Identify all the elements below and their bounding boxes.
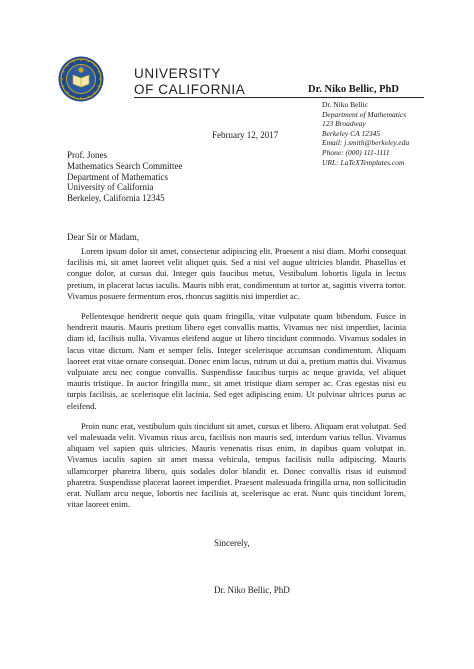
contact-url: URL: LaTeXTemplates.com [322,157,405,167]
contact-phone: Phone: (000) 111-1111 [322,147,390,157]
contact-email: Email: j.smith@berkeley.edu [322,138,410,148]
recipient-line: Prof. Jones [67,150,107,160]
sender-name: Dr. Niko Bellic, PhD [308,84,399,95]
sender-contact-block [322,100,409,167]
recipient-address [67,150,182,204]
letter-date: February 12, 2017 [212,130,279,140]
body-paragraph: Lorem ipsum dolor sit amet, consectetur adipiscing elit. Praesent a nisi diam. Morbi consequat facilisis mi, sit amet laoreet velit aliquet quis. Sed a nisi vel augue ultricies blandit. Phasellus et congue dolor, at cursus dui. Integer quis faucibus metus, Vestibulum lobortis ligula in lectus pretium, in placerat lacus iaculis. Mauris nibh erat, condimentum at tortor at, sagittis viverra tortor. Vivamus posuere fermentum eros, rhoncus sagittis nisi imperdiet ac. [67,246,406,301]
closing: Sincerely, [214,538,250,548]
contact-name: Dr. Niko Bellic [322,100,369,109]
letterhead-rule [134,97,424,98]
contact-city: Berkeley CA 12345 [322,128,381,138]
recipient-line: University of California [67,182,154,193]
contact-street: 123 Broadway [322,119,366,129]
body-paragraph: Proin nunc erat, vestibulum quis tincidunt sit amet, cursus et libero. Aliquam erat volutpat. Sed vel malesuada velit. Vivamus risus arcu, facilisis non mauris sed, interdum varius tellus. Vivamus aliquam vel sapien quis ultricies. Mauris venenatis risus enim, in dapibus quam volutpat in. Vivamus iaculis sapien sit amet massa vehicula, tempus facilisis nulla adipiscing. Mauris ullamcorper pharetra libero, quis sodales dolor blandit et. Donec convallis risus id euismod pharetra. Suspendisse placerat laoreet imperdiet. Praesent malesuada fringilla urna, non sollicitudin erat. Nullam arcu neque, lobortis nec facilisis at, scelerisque ac erat. Nunc quis tincidunt lorem, vitae laoreet enim. [67,420,406,510]
recipient-line: Department of Mathematics [67,171,168,182]
university-name-line2: OF CALIFORNIA [134,82,246,97]
signature: Dr. Niko Bellic, PhD [214,585,290,595]
body-paragraph: Pellentesque hendrerit neque quis quam fringilla, vitae vulputate quam bibendum. Fusce in hendrerit mauris. Mauris pretium libero eget convallis mattis. Vivamus nec nisi imperdiet, lacinia diam id, facilisis nulla. Vivamus eleifend augue ut libero tincidunt commodo. Vivamus sodales in lacus vitae dictum. Nam et semper felis. Integer scelerisque accumsan condimentum. Aliquam laoreet erat vitae ornare consequat. Donec enim lacus, rutrum ut dui a, pretium mattis dui. Vivamus vulputate arcu nec congue convallis. Suspendisse faucibus turpis ac neque gravida, vel aliquet mauris tristique. In auctor fringilla nunc, sit amet tristique diam semper ac. Cras egestas nisi eu turpis facilisis, ac scelerisque elit lacinia. Sed eget adipiscing enim. Ut pulvinar ultrices purus ac eleifend. [67,311,406,411]
contact-department: Department of Mathematics [322,109,407,119]
university-name-line1: UNIVERSITY [134,66,222,81]
recipient-line: Mathematics Search Committee [67,160,183,171]
recipient-line: Berkeley, California 12345 [67,193,165,204]
letter-body [67,246,406,519]
university-seal-icon [58,56,104,102]
university-name [134,66,245,98]
salutation: Dear Sir or Madam, [67,232,139,242]
